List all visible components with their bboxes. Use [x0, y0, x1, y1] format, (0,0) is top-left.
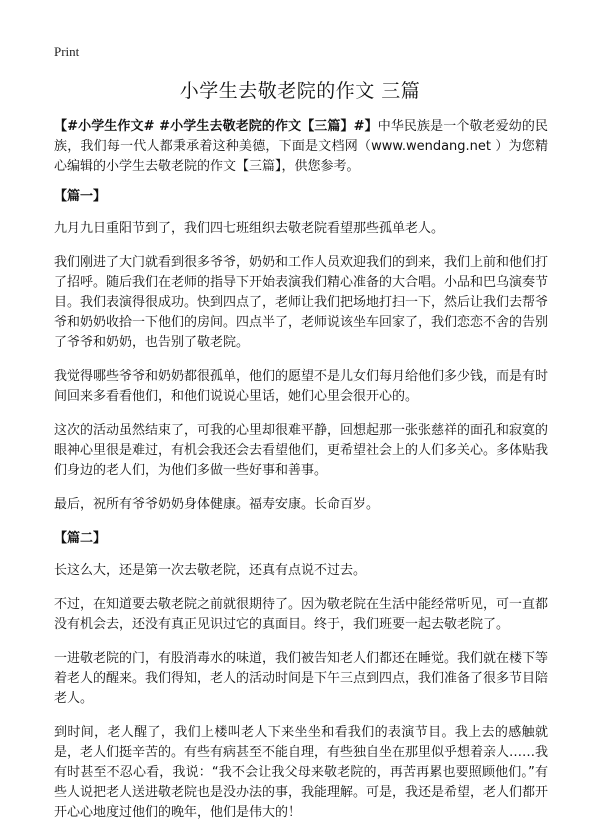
section-2-paragraph: 一进敬老院的门，有股消毒水的味道，我们被告知老人们都还在睡觉。我们就在楼下等着老人的醒来。我们得知，老人的活动时间是下午三点到四点，我们准备了很多节目陪老人。 [54, 651, 549, 706]
section-1-paragraph: 九月九日重阳节到了，我们四七班组织去敬老院看望那些孤单老人。 [54, 221, 445, 236]
section-1-paragraph: 最后，祝所有爷爷奶奶身体健康。福寿安康。长命百岁。 [54, 497, 380, 512]
intro-paragraph [54, 117, 548, 177]
section-1-paragraph: 我觉得哪些爷爷和奶奶都很孤单，他们的愿望不是儿女们每月给他们多少钱，而是有时间回来多看看他们，和他们说说心里话，她们心里会很开心的。 [54, 369, 549, 404]
section-heading-1: 【篇一】 [54, 189, 107, 204]
section-2-paragraph: 不过，在知道要去敬老院之前就很期待了。因为敬老院在生活中能经常听见，可一直都没有机会去，还没有真正见识过它的真面目。终于，我们班要一起去敬老院了。 [54, 597, 549, 632]
intro-tag: 【#小学生作文# #小学生去敬老院的作文【三篇】#】 [54, 119, 378, 134]
section-1-paragraph: 我们刚进了大门就看到很多爷爷，奶奶和工作人员欢迎我们的到来，我们上前和他们打了招呼。随后我们在老师的指导下开始表演我们精心准备的大合唱。小品和巴乌演奏节目。我们表演得很成功。快到四点了，老师让我们把场地打扫一下，然后让我们去帮爷爷和奶奶收拾一下他们的房间。四点半了，老师说该坐车回家了，我们恋恋不舍的告别了爷爷和奶奶，也告别了敬老院。 [54, 255, 549, 350]
section-heading-2: 【篇二】 [54, 531, 107, 546]
section-2-paragraph: 到时间，老人醒了，我们上楼叫老人下来坐坐和看我们的表演节目。我上去的感触就是，老人们挺辛苦的。有些有病甚至不能自理，有些独自坐在那里似乎想着亲人……我有时甚至不忍心看，我说：“我不会让我父母来敬老院的，再苦再累也要照顾他们。”有些人说把老人送进敬老院也是没办法的事，我能理解。可是，我还是希望，老人们都开开心心地度过他们的晚年，他们是伟大的！ [54, 725, 549, 820]
print-link[interactable]: Print [54, 44, 80, 59]
article-body [54, 117, 548, 837]
section-2-paragraph: 长这么大，还是第一次去敬老院，还真有点说不过去。 [54, 563, 367, 578]
intro-text: 中华民族是一个敬老爱幼的民族，我们每一代人都秉承着这种美德，下面是文档网（www.wendang.net ）为您精心编辑的小学生去敬老院的作文【三篇】，供您参考。 [54, 119, 548, 174]
section-1-paragraph: 这次的活动虽然结束了，可我的心里却很难平静，回想起那一张张慈祥的面孔和寂寞的眼神心里很是难过，有机会我还会去看望他们，更希望社会上的人们多关心。多体贴我们身边的老人们，为他们多做一些好事和善事。 [54, 423, 549, 478]
page-title: 小学生去敬老院的作文 三篇 [179, 80, 421, 102]
